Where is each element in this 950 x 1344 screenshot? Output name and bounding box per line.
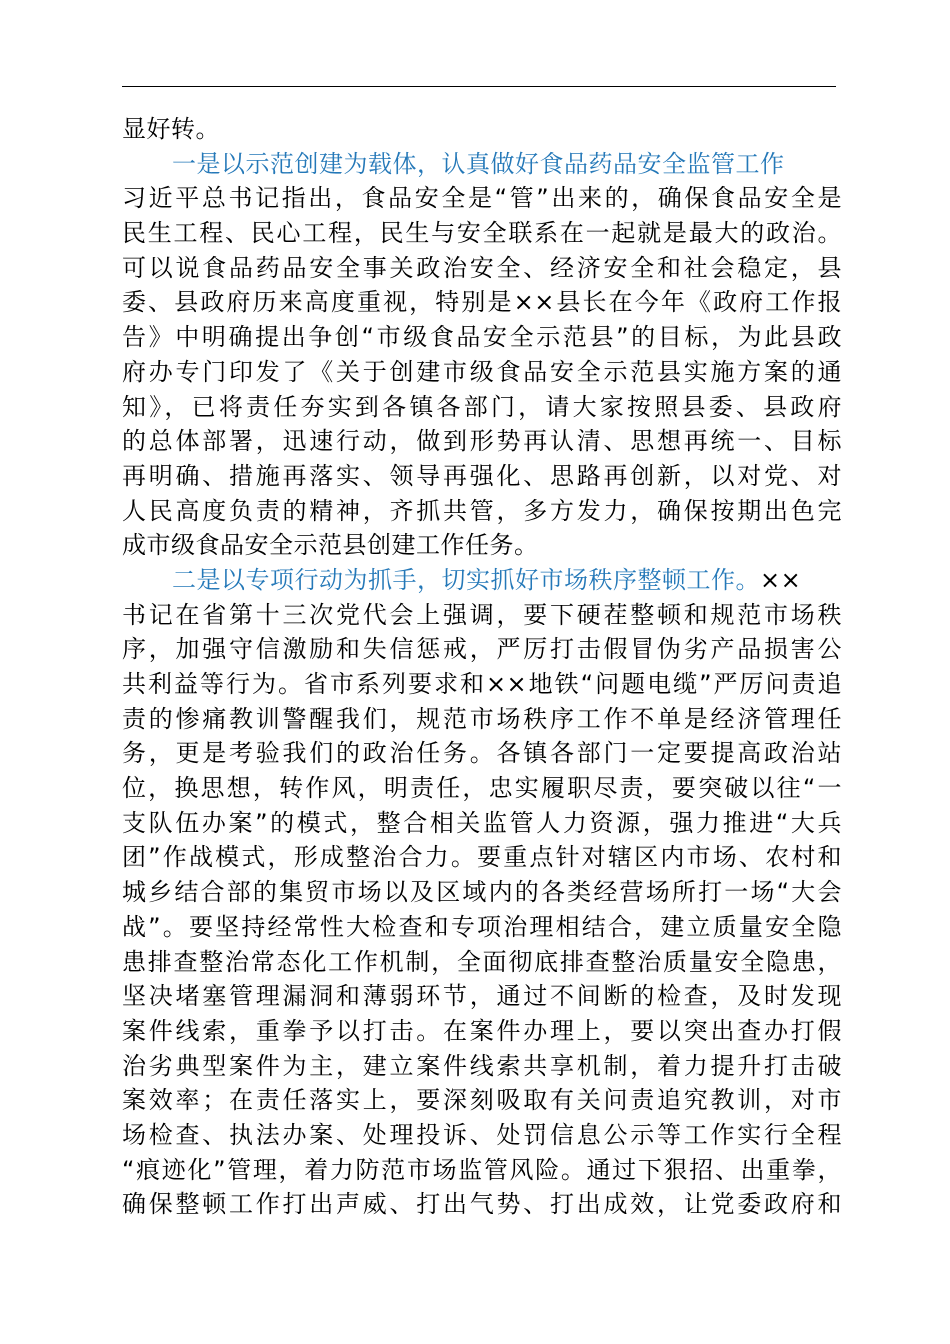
heading-text: 一是以示范创建为载体，认真做好食品药品安全监管工作 [172,149,785,178]
body-text-line [122,771,842,806]
line-text: 支队伍办案”的模式，整合相关监管人力资源，强力推进“大兵 [122,808,842,837]
line-text: 务，更是考验我们的政治任务。各镇各部门一定要提高政治站 [122,739,842,768]
line-text: 再明确、措施再落实、领导再强化、思路再创新，以对党、对 [122,461,842,490]
body-text-line [122,1153,842,1188]
line-text: 案效率；在责任落实上，要深刻吸取有关问责追究教训，对市 [122,1086,842,1115]
line-text: 显好转。 [122,115,220,143]
body-text-line [122,320,842,355]
line-text: 民生工程、民心工程，民生与安全联系在一起就是最大的政治。 [122,219,842,248]
body-text-line [122,806,842,841]
line-text: 案件线索，重拳予以打击。在案件办理上，要以突出查办打假 [122,1016,842,1045]
line-text: 战”。要坚持经常性大检查和专项治理相结合，建立质量安全隐 [122,912,842,941]
line-text: 成市级食品安全示范县创建工作任务。 [122,531,539,560]
heading-text: 二是以专项行动为抓手，切实抓好市场秩序整顿工作。 [172,565,760,594]
line-text: 告》中明确提出争创“市级食品安全示范县”的目标，为此县政 [122,323,842,352]
body-text-line [122,181,842,216]
line-text: 责的惨痛教训警醒我们，规范市场秩序工作不单是经济管理任 [122,704,842,733]
header-rule [122,86,836,87]
line-text: 委、县政府历来高度重视，特别是××县长在今年《政府工作报 [122,288,842,317]
body-text-line [122,285,842,320]
body-text-line [122,1049,842,1084]
document-body [122,112,842,1222]
body-text-line [122,910,842,945]
line-text: 场检查、执法办案、处理投诉、处罚信息公示等工作实行全程 [122,1120,842,1149]
line-text: “痕迹化”管理，着力防范市场监管风险。通过下狠招、出重拳， [122,1155,842,1184]
body-text-line [122,1118,842,1153]
line-text: 知》，已将责任夯实到各镇各部门，请大家按照县委、县政府 [122,392,842,421]
body-text-line [122,528,842,563]
line-text: 书记在省第十三次党代会上强调，要下硬茬整顿和规范市场秩 [122,600,842,629]
body-text-line [122,598,842,633]
line-text: 共利益等行为。省市系列要求和××地铁“问题电缆”严厉问责追 [122,670,842,698]
body-text-line [122,459,842,494]
line-text: 的总体部署，迅速行动，做到形势再认清、思想再统一、目标 [122,427,842,456]
body-text-line [122,494,842,529]
body-text-line [122,979,842,1014]
line-text: 可以说食品药品安全事关政治安全、经济安全和社会稳定，县 [122,253,842,282]
body-text-line [122,840,842,875]
line-tail-text: ×× [760,565,802,594]
body-text-line [122,702,842,737]
line-text: 城乡结合部的集贸市场以及区域内的各类经营场所打一场“大会 [122,878,842,907]
body-text-line [122,355,842,390]
line-text: 团”作战模式，形成整治合力。要重点针对辖区内市场、农村和 [122,843,842,872]
line-text: 患排查整治常态化工作机制，全面彻底排查整治质量安全隐患， [122,947,842,976]
body-text-line [122,1083,842,1118]
body-text-line [122,875,842,910]
body-text-line [122,667,842,702]
body-text-line [122,945,842,980]
section-heading-line [122,147,842,182]
body-text-line [122,424,842,459]
body-text-line [122,112,842,147]
line-text: 府办专门印发了《关于创建市级食品安全示范县实施方案的通 [122,357,842,386]
body-text-line [122,1014,842,1049]
line-text: 确保整顿工作打出声威、打出气势、打出成效，让党委政府和 [122,1190,842,1219]
section-heading-line [122,563,842,598]
body-text-line [122,632,842,667]
body-text-line [122,1187,842,1222]
line-text: 人民高度负责的精神，齐抓共管，多方发力，确保按期出色完 [122,496,842,525]
body-text-line [122,251,842,286]
line-text: 序，加强守信激励和失信惩戒，严厉打击假冒伪劣产品损害公 [122,635,842,664]
body-text-line [122,216,842,251]
body-text-line [122,390,842,425]
line-text: 坚决堵塞管理漏洞和薄弱环节，通过不间断的检查，及时发现 [122,982,842,1011]
line-text: 位，换思想，转作风，明责任，忠实履职尽责，要突破以往“一 [122,774,842,803]
line-text: 治劣典型案件为主，建立案件线索共享机制，着力提升打击破 [122,1051,842,1080]
body-text-line [122,736,842,771]
line-text: 习近平总书记指出，食品安全是“管”出来的，确保食品安全是 [122,184,842,213]
